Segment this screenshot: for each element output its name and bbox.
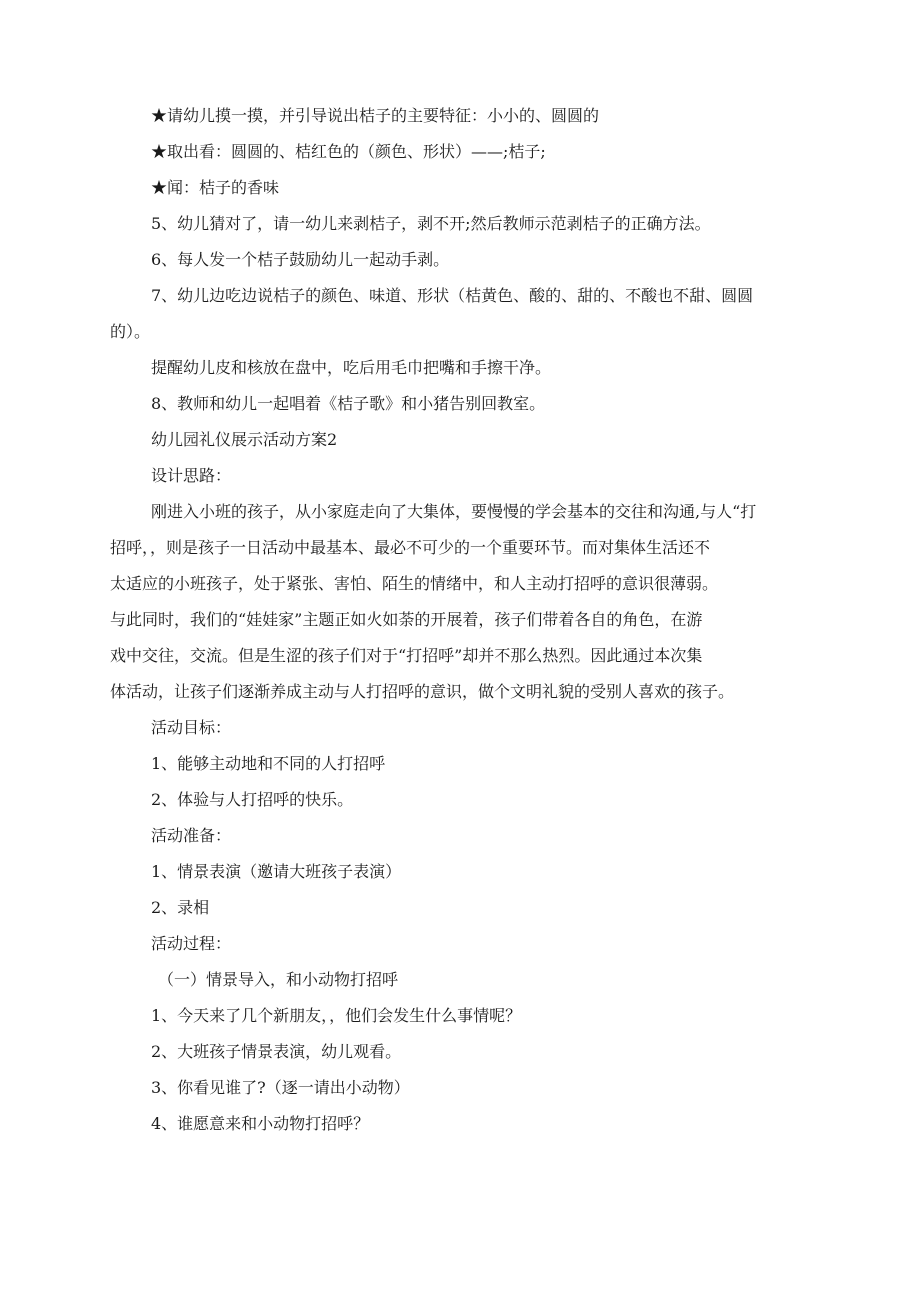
paragraph-line: 6、每人发一个桔子鼓励幼儿一起动手剥。 [151, 250, 450, 269]
list-item: 1、情景表演（邀请大班孩子表演） [151, 862, 402, 881]
list-item: 3、你看见谁了?（逐一请出小动物） [151, 1078, 410, 1097]
list-item: 4、谁愿意来和小动物打招呼？ [151, 1114, 370, 1133]
section-heading: 活动目标： [151, 718, 232, 737]
list-item: 1、能够主动地和不同的人打招呼 [151, 754, 386, 773]
section-heading: 设计思路： [151, 466, 232, 485]
paragraph-line: 招呼，，则是孩子一日活动中最基本、最必不可少的一个重要环节。而对集体生活还不 [110, 538, 711, 557]
subsection-heading: （一）情景导入，和小动物打招呼 [158, 970, 399, 989]
paragraph-line: 体活动，让孩子们逐渐养成主动与人打招呼的意识，做个文明礼貌的受别人喜欢的孩子。 [110, 682, 735, 701]
paragraph-line: 刚进入小班的孩子，从小家庭走向了大集体，要慢慢的学会基本的交往和沟通,与人“打 [151, 502, 757, 521]
list-item: 2、录相 [151, 898, 210, 917]
paragraph-line: ★请幼儿摸一摸，并引导说出桔子的主要特征：小小的、圆圆的 [151, 106, 600, 125]
section-heading: 活动过程： [151, 934, 232, 953]
paragraph-line: 太适应的小班孩子，处于紧张、害怕、陌生的情绪中，和人主动打招呼的意识很薄弱。 [110, 574, 719, 593]
paragraph-line: 提醒幼儿皮和核放在盘中，吃后用毛巾把嘴和手擦干净。 [151, 358, 552, 377]
section-title: 幼儿园礼仪展示活动方案2 [151, 430, 338, 449]
document-body [110, 98, 810, 1142]
paragraph-line: 的）。 [110, 322, 151, 341]
paragraph-line: 5、幼儿猜对了，请一幼儿来剥桔子，剥不开;然后教师示范剥桔子的正确方法。 [151, 214, 711, 233]
list-item: 2、体验与人打招呼的快乐。 [151, 790, 354, 809]
list-item: 1、今天来了几个新朋友，，他们会发生什么事情呢？ [151, 1006, 522, 1025]
paragraph-line: 戏中交往，交流。但是生涩的孩子们对于“打招呼”却并不那么热烈。因此通过本次集 [110, 646, 703, 665]
paragraph-line: 8、教师和幼儿一起唱着《桔子歌》和小猪告别回教室。 [151, 394, 546, 413]
section-heading: 活动准备： [151, 826, 232, 845]
paragraph-line: ★闻：桔子的香味 [151, 178, 280, 197]
paragraph-line: 7、幼儿边吃边说桔子的颜色、味道、形状（桔黄色、酸的、甜的、不酸也不甜、圆圆 [151, 286, 754, 305]
list-item: 2、大班孩子情景表演，幼儿观看。 [151, 1042, 402, 1061]
paragraph-line: ★取出看：圆圆的、桔红色的（颜色、形状）——;桔子; [151, 142, 546, 161]
paragraph-line: 与此同时，我们的“娃娃家”主题正如火如荼的开展着，孩子们带着各自的角色，在游 [110, 610, 703, 629]
